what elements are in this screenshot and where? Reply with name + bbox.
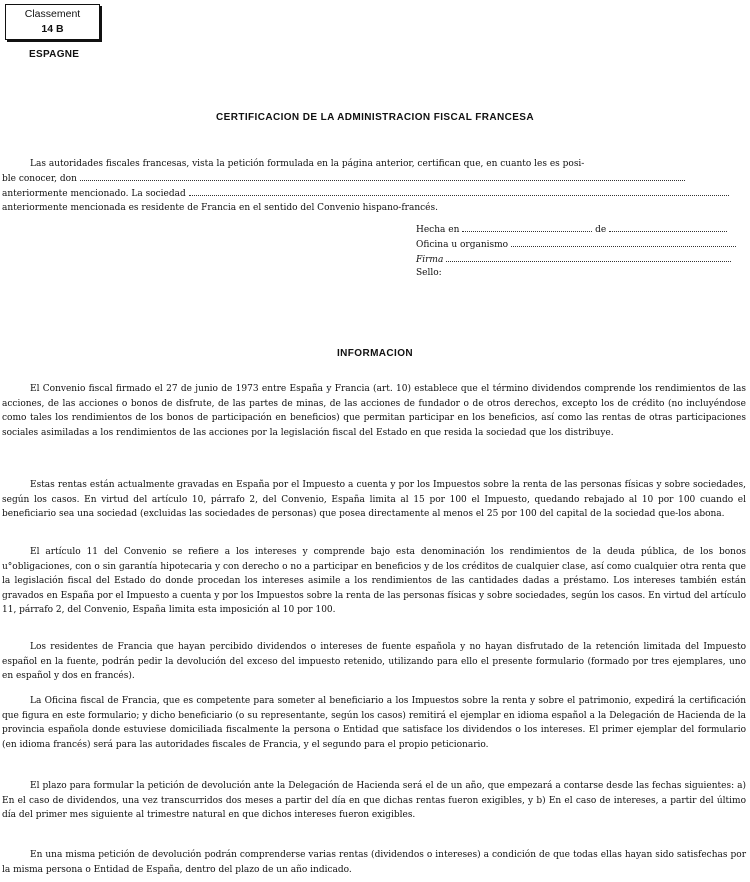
don-field[interactable] [80,171,685,181]
sello-row [416,266,442,281]
certification-line-don [2,171,746,187]
de-label: de [595,225,607,235]
info-paragraph-6: El plazo para formular la petición de devolución ante la Delegación de Hacienda será el de un año, que empezará a contarse desde las fechas siguientes: a) En el caso de dividendos, una vez transcurridos dos meses a partir del día en que dichas rentas fueron exigibles, y b) En el caso de intereses, a partir del último día del primer mes siguiente al trimestre natural en que dichos intereses fueron exigibles. [2,781,746,821]
certification-line-residente [2,201,746,216]
residente-text: anteriormente mencionada es residente de Francia en el sentido del Convenio hispano-francés. [2,203,438,213]
don-label: ble conocer, don [2,174,77,184]
firma-label: Firma [416,255,444,265]
info-paragraph-2: Estas rentas están actualmente gravadas en España por el Impuesto a cuenta y por los Impuestos sobre la renta de las personas físicas y sobre sociedades, según los casos. En virtud del artículo 10, párrafo 2, del Convenio, España limita al 15 por 100 el Impuesto, quedando rebajado al 10 por 100 cuando el beneficiario sea una sociedad (excluidas las sociedades de personas) que posea directamente al menos el 25 por 100 del capital de la sociedad que-los abona. [2,480,746,520]
certification-intro [2,157,746,172]
oficina-label: Oficina u organismo [416,240,509,250]
country-label: ESPAGNE [29,49,80,60]
info-paragraph-5: La Oficina fiscal de Francia, que es competente para someter al beneficiario a los Impuestos sobre la renta y sobre el patrimonio, expedirá la certificación que figura en este formulario; y dicho beneficiario (o su representante, según los casos) remitirá el ejemplar en idioma español a la Delegación de Hacienda de la provincia española donde estuviese domiciliada fiscalmente la persona o Entidad que satisface los dividendos o los intereses. El primer ejemplar del formulario (en idioma francés) será para las autoridades fiscales de Francia, y el segundo para el propio peticionario. [2,696,746,750]
oficina-row [416,237,736,253]
certification-intro-text: Las autoridades fiscales francesas, vista la petición formulada en la página anterior, certifican que, en cuanto les es posi- [30,159,585,169]
sello-label: Sello: [416,268,442,278]
info-paragraph-3: El artículo 11 del Convenio se refiere a los intereses y comprende bajo esta denominación los rendimientos de la deuda pública, de los bonos u°obligaciones, con o sin garantía hipotecaria y con derecho o no a participar en beneficios y de los créditos de cualquier clase, así como cualquier otra renta que la legislación fiscal del Estado do donde procedan los intereses asimile a los rendimientos de las cantidades dadas a préstamo. Los intereses también están gravados en España por el Impuesto a cuenta y por los Impuestos sobre la renta de las personas físicas y sobre sociedades, según los casos. En virtud del artículo 11, párrafo 2, del Convenio, España limita esta imposición al 10 por 100. [2,547,746,616]
sociedad-label: anteriormente mencionado. La sociedad [2,189,186,199]
info-paragraph-4: Los residentes de Francia que hayan percibido dividendos o intereses de fuente española y no hayan disfrutado de la retención limitada del Impuesto español en la fuente, podrán pedir la devolución del exceso del impuesto retenido, utilizando para ello el presente formulario (formado por tres ejemplares, uno en español y dos en francés). [2,642,746,682]
de-field[interactable] [609,222,727,232]
firma-row [416,252,731,268]
firma-field[interactable] [446,252,731,262]
classification-label: Classement [24,8,81,20]
classification-code: 14 B [41,23,64,35]
info-paragraph-1: El Convenio fiscal firmado el 27 de junio de 1973 entre España y Francia (art. 10) establece que el término dividendos comprende los rendimientos de las acciones, de las acciones o bonos de disfrute, de las partes de minas, de las acciones de fundador o de otros derechos, excepto los de crédito (no incluyéndose como tales los rendimientos de los bonos de participación en beneficios) que permitan participar en los beneficios, así como las rentas de otras participaciones sociales asimiladas a los rendimientos de las acciones por la legislación fiscal del Estado en que resida la sociedad que los distribuye. [2,384,746,438]
classification-box [5,4,100,40]
hecha-en-field[interactable] [462,222,592,232]
certification-title: CERTIFICACION DE LA ADMINISTRACION FISCAL FRANCESA [216,112,534,123]
informacion-title: INFORMACION [336,348,414,359]
hecha-en-label: Hecha en [416,225,460,235]
info-paragraph-7: En una misma petición de devolución podrán comprenderse varias rentas (dividendos o intereses) a condición de que todas ellas hayan sido satisfechas por la misma persona o Entidad de España, dentro del plazo de un año indicado. [2,850,746,875]
hecha-en-row [416,222,727,238]
oficina-field[interactable] [511,237,736,247]
certification-line-sociedad [2,186,746,202]
sociedad-field[interactable] [189,186,729,196]
